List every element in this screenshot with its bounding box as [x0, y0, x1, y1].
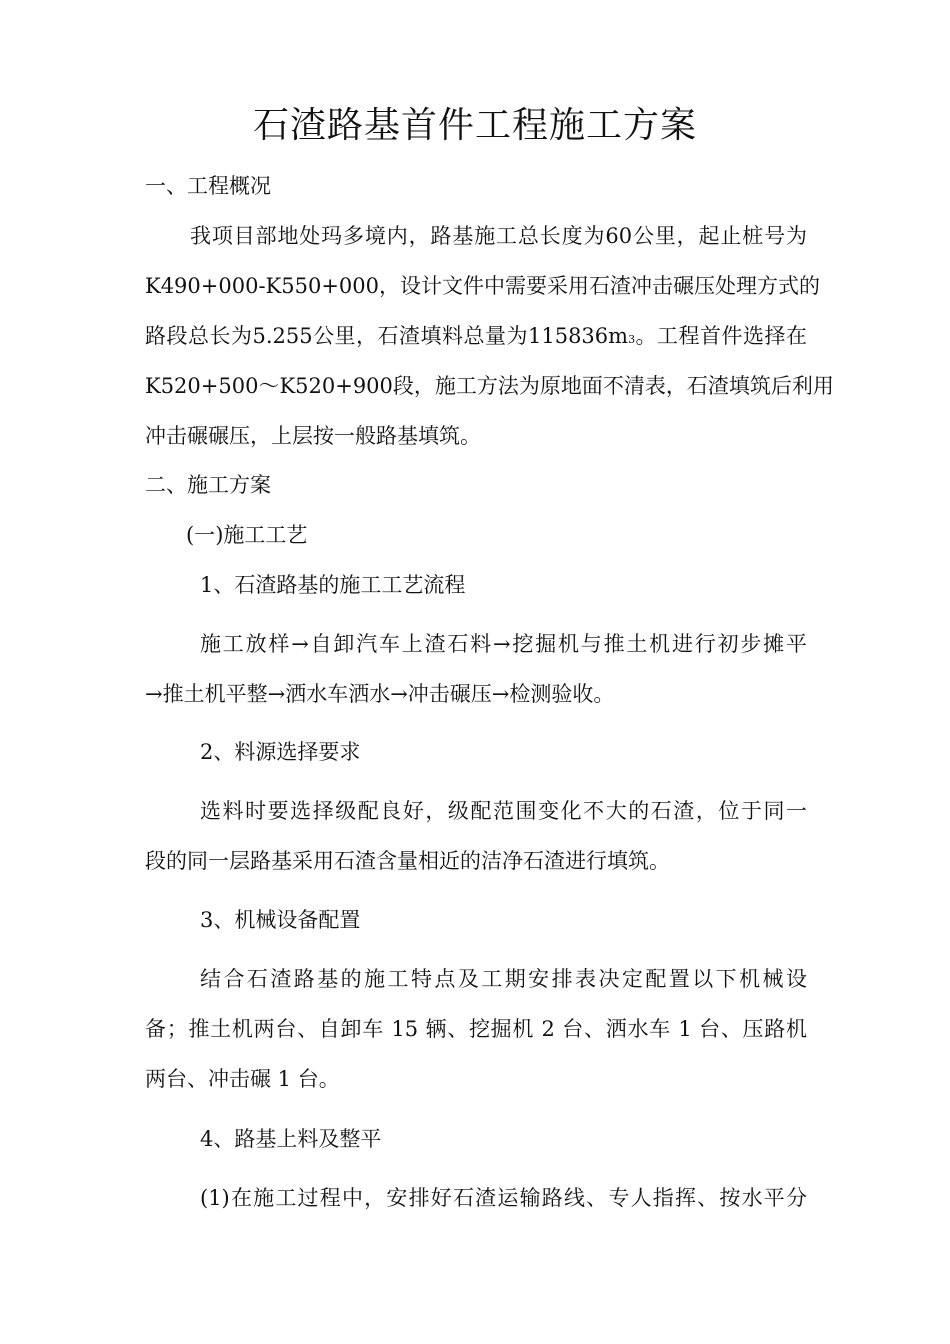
paragraph-line: 备；推土机两台、自卸车 15 辆、挖掘机 2 台、洒水车 1 台、压路机: [145, 1017, 807, 1041]
paragraph-line: 结合石渣路基的施工特点及工期安排表决定配置以下机械设: [200, 967, 807, 991]
paragraph-line: 冲击碾碾压，上层按一般路基填筑。: [145, 424, 481, 448]
paragraph-text: 。工程首件选择在: [635, 324, 807, 348]
item-heading-2: 2、料源选择要求: [200, 740, 361, 764]
paragraph-line: (1)在施工过程中，安排好石渣运输路线、专人指挥、按水平分: [200, 1186, 807, 1210]
paragraph-line: 段的同一层路基采用石渣含量相近的洁净石渣进行填筑。: [145, 849, 670, 873]
paragraph-line: K520+500～K520+900段，施工方法为原地面不清表，石渣填筑后利用: [145, 374, 834, 398]
item-heading-1: 1、石渣路基的施工工艺流程: [200, 573, 466, 597]
section-heading-plan: 二、施工方案: [145, 473, 271, 497]
item-heading-3: 3、机械设备配置: [200, 908, 361, 932]
paragraph-line: 两台、冲击碾 1 台。: [145, 1067, 340, 1091]
cubic-superscript: 3: [628, 333, 636, 346]
section-heading-overview: 一、工程概况: [145, 174, 271, 198]
document-title: 石渣路基首件工程施工方案: [252, 105, 697, 146]
paragraph-line: 选料时要选择级配良好，级配范围变化不大的石渣，位于同一: [200, 799, 807, 823]
paragraph-line: K490+000-K550+000，设计文件中需要采用石渣冲击碾压处理方式的: [145, 274, 820, 298]
paragraph-line: 施工放样→自卸汽车上渣石料→挖掘机与推土机进行初步摊平: [200, 632, 807, 656]
paragraph-line: →推土机平整→洒水车洒水→冲击碾压→检测验收。: [145, 682, 615, 706]
paragraph-line: [145, 321, 807, 355]
item-heading-4: 4、路基上料及整平: [200, 1127, 382, 1151]
paragraph-text: 路段总长为5.255公里，石渣填料总量为115836m: [145, 324, 629, 348]
subsection-heading-process: (一)施工工艺: [186, 523, 308, 547]
paragraph-line: 我项目部地处玛多境内，路基施工总长度为60公里，起止桩号为: [190, 224, 807, 248]
